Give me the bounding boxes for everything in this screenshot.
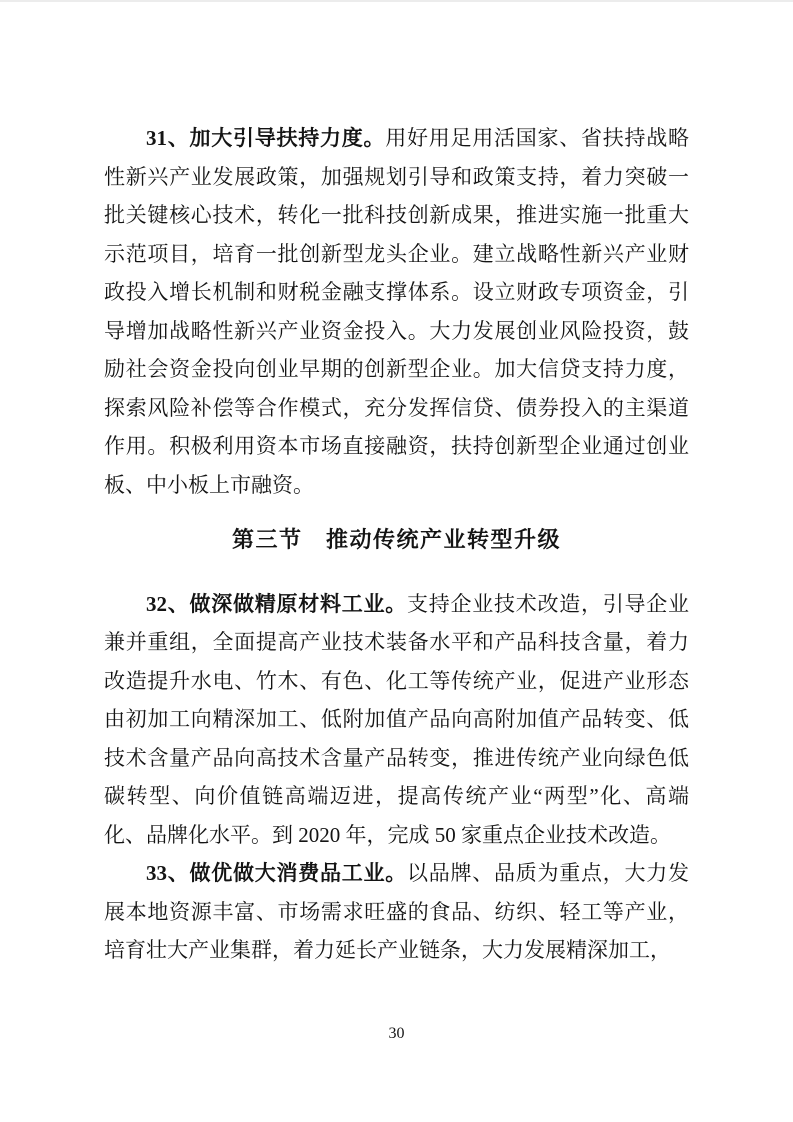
- section-heading: 第三节 推动传统产业转型升级: [231, 527, 561, 552]
- paragraph-lead: 32、做深做精原材料工业。: [146, 591, 407, 616]
- paragraph-body: 以品牌、品质为重点，大力发展本地资源丰富、市场需求旺盛的食品、纺织、轻工等产业，培育壮大产业集群，着力延长产业链条，大力发展精深加工，: [104, 861, 689, 962]
- page-number: 30: [388, 1025, 405, 1042]
- paragraph: [104, 119, 689, 504]
- paragraph: [104, 854, 689, 970]
- paragraph-body: 用好用足用活国家、省扶持战略性新兴产业发展政策，加强规划引导和政策支持，着力突破一批关键核心技术，转化一批科技创新成果，推进实施一批重大示范项目，培育一批创新型龙头企业。建立战略性新兴产业财政投入增长机制和财税金融支撑体系。设立财政专项资金，引导增加战略性新兴产业资金投入。大力发展创业风险投资，鼓励社会资金投向创业早期的创新型企业。加大信贷支持力度，探索风险补偿等合作模式，充分发挥信贷、债券投入的主渠道作用。积极利用资本市场直接融资，扶持创新型企业通过创业板、中小板上市融资。: [104, 126, 689, 497]
- paragraph-lead: 33、做优做大消费品工业。: [146, 861, 407, 885]
- page-top-edge: [0, 0, 793, 2]
- paragraph-body: 支持企业技术改造，引导企业兼并重组，全面提高产业技术装备水平和产品科技含量，着力改造提升水电、竹木、有色、化工等传统产业，促进产业形态由初加工向精深加工、低附加值产品向高附加值产品转变、低技术含量产品向高技术含量产品转变，推进传统产业向绿色低碳转型、向价值链高端迈进，提高传统产业“两型”化、高端化、品牌化水平。到 2020 年，完成 50 家重点企业技术改造。: [104, 591, 689, 847]
- document-content: [104, 119, 689, 970]
- paragraph-lead: 31、加大引导扶持力度。: [146, 126, 386, 150]
- paragraph: [104, 585, 689, 855]
